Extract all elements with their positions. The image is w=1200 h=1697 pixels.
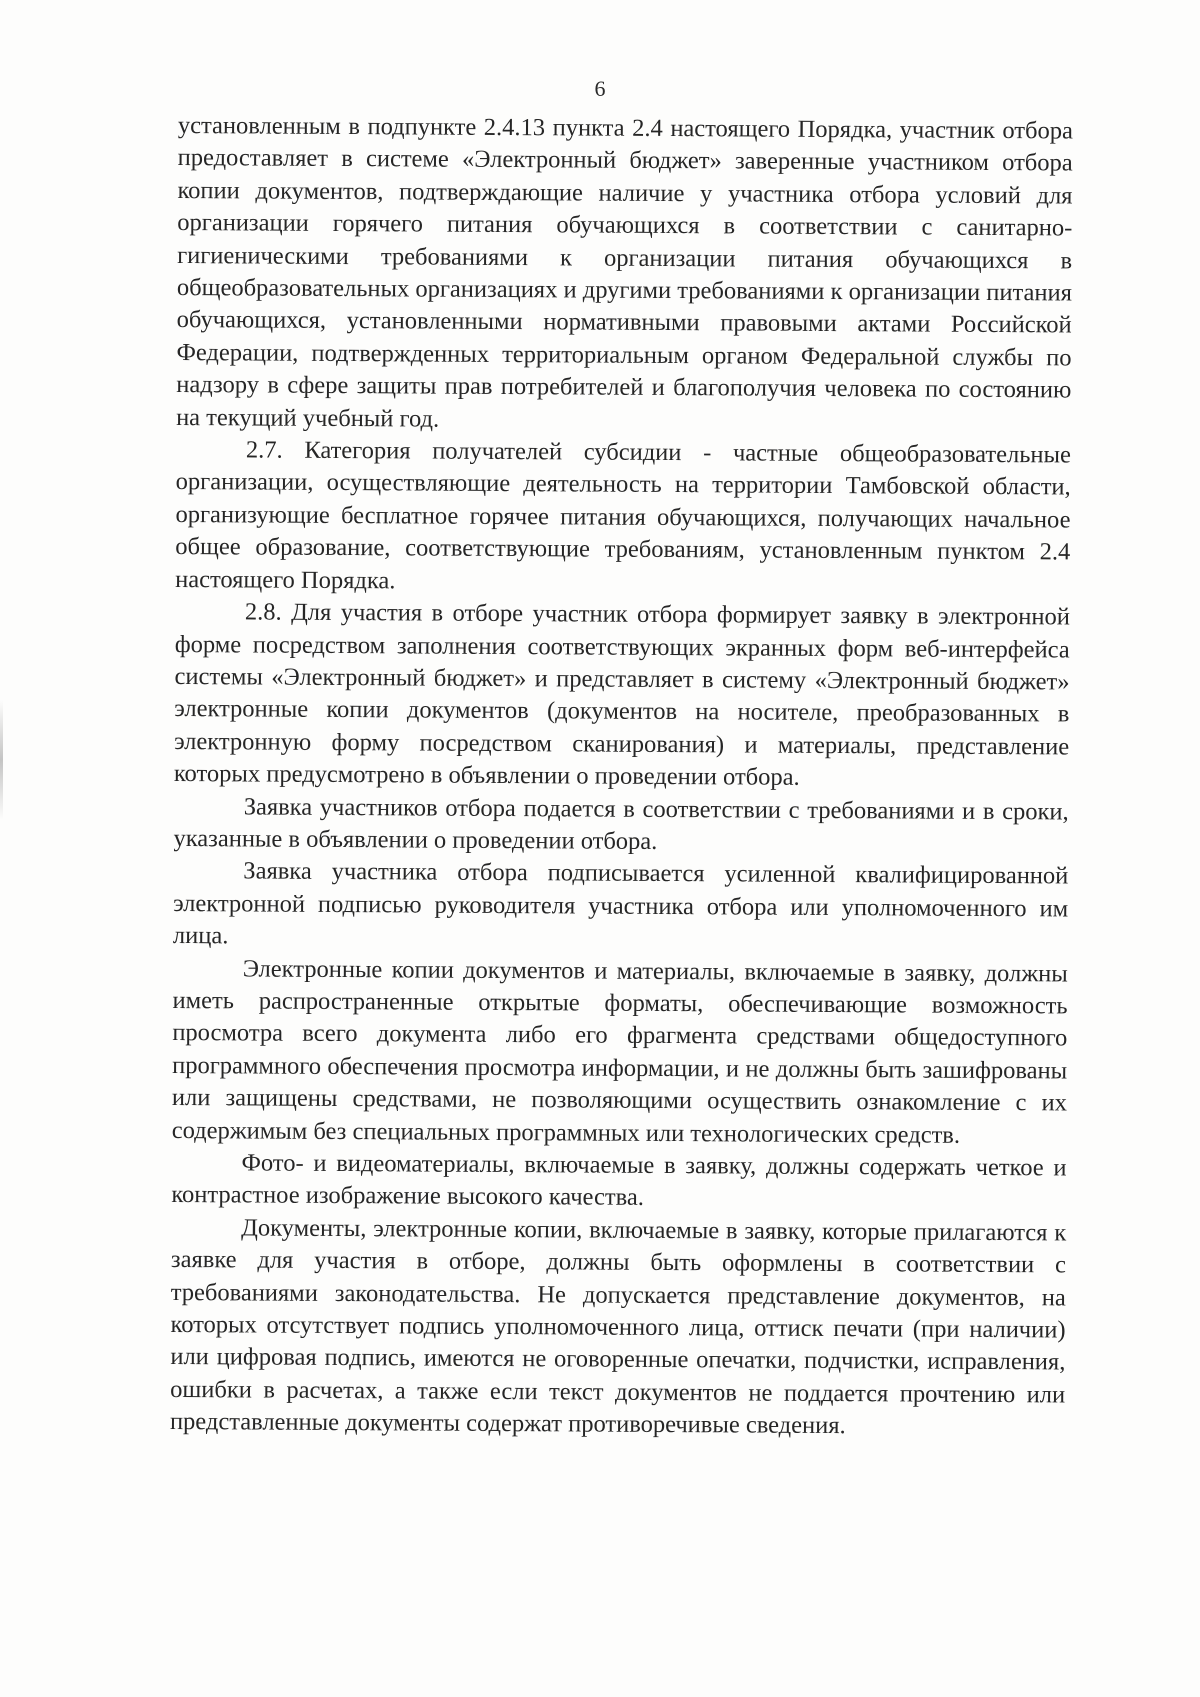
paragraph-document-requirements: Документы, электронные копии, включаемые в заявку, которые прилагаются к заявке для участия в отборе, должны быть оформлены в соответствии с требованиями законодательства. Не допускается представление документов, на которых отсутствует подпись уполномоченного лица, оттиск печати (при наличии) или цифровая подпись, имеются не оговоренные опечатки, подчистки, исправления, ошибки в расчетах, а также если текст документов не поддается прочтению или представленные документы содержат противоречивые сведения. — [169, 1214, 1067, 1440]
scan-edge-shadow — [0, 700, 3, 820]
paragraph-application-deadlines: Заявка участников отбора подается в соответствии с требованиями и в сроки, указанные в объявлении о проведении отбора. — [173, 792, 1069, 855]
paragraph-file-formats: Электронные копии документов и материалы, включаемые в заявку, должны иметь распространенные открытые форматы, обеспечивающие возможность просмотра всего документа либо его фрагмента средствами общедоступного программного обеспечения просмотра информации, и не должны быть зашифрованы или защищены средствами, не позволяющими осуществить ознакомление с их содержимым без специальных программных или технологических средств. — [171, 954, 1068, 1149]
page-number: 6 — [594, 76, 606, 101]
paragraph-electronic-signature: Заявка участника отбора подписывается усиленной квалифицированной электронной подписью руководителя участника отбора или уполномоченного им лица. — [172, 857, 1069, 950]
paragraph-continuation: установленным в подпункте 2.4.13 пункта 2.4 настоящего Порядка, участник отбора предоставляет в системе «Электронный бюджет» заверенные участником отбора копии документов, подтверждающие наличие у участника отбора условий для организации горячего питания обучающихся в соответствии с санитарно-гигиеническими требованиями к организации питания обучающихся в общеобразовательных организациях и другими требованиями к организации питания обучающихся, установленными нормативными правовыми актами Российской Федерации, подтвержденных территориальным органом Федеральной службы по надзору в сфере защиты прав потребителей и благополучия человека по состоянию на текущий учебный год. — [176, 111, 1073, 433]
paragraph-photo-video: Фото- и видеоматериалы, включаемые в заявку, должны содержать четкое и контрастное изображение высокого качества. — [171, 1149, 1067, 1212]
document-body — [170, 110, 1073, 1444]
paragraph-2-8-application-submission: 2.8. Для участия в отборе участник отбора формирует заявку в электронной форме посредством заполнения соответствующих экранных форм веб-интерфейса системы «Электронный бюджет» и представляет в систему «Электронный бюджет» электронные копии документов (документов на носителе, преобразованных в электронную форму посредством сканирования) и материалы, представление которых предусмотрено в объявлении о проведении отбора. — [173, 598, 1071, 791]
paragraph-2-7-recipient-category: 2.7. Категория получателей субсидии - частные общеобразовательные организации, осуществляющие деятельность на территории Тамбовской области, организующие бесплатное горячее питания обучающихся, получающих начальное общее образование, соответствующие требованиям, установленным пунктом 2.4 настоящего Порядка. — [175, 436, 1071, 595]
